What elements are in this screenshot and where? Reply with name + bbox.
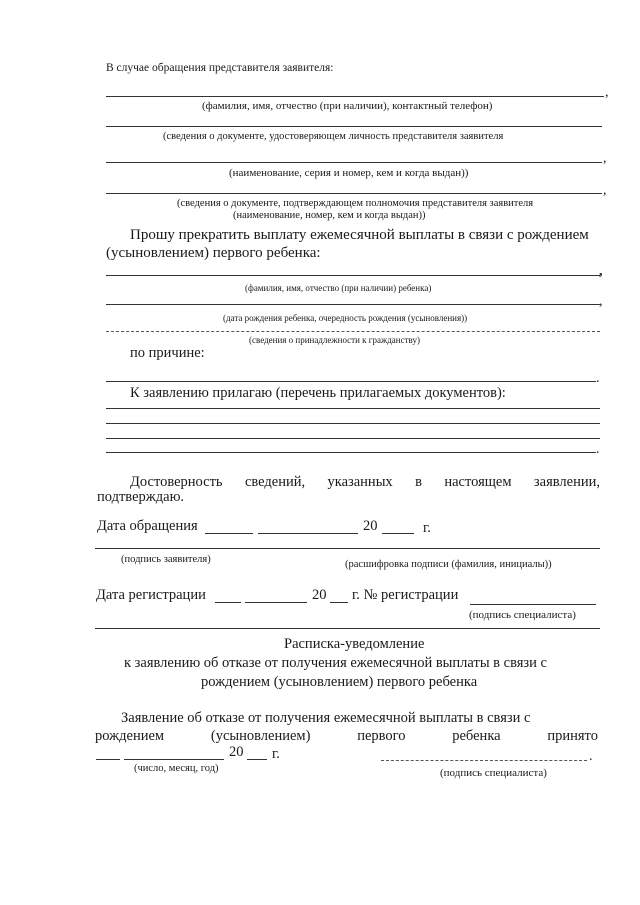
receipt-word: первого <box>357 728 406 744</box>
receipt-word: (усыновлением) <box>210 728 311 744</box>
registration-number-label: г. № регистрации <box>352 587 459 603</box>
caption-citizenship: (сведения о принадлежности к гражданству) <box>249 335 420 345</box>
period: . <box>589 749 593 764</box>
registration-year-prefix: 20 <box>312 587 327 603</box>
caption-child-name: (фамилия, имя, отчество (при наличии) ребенка) <box>245 283 432 293</box>
registration-year-blank[interactable] <box>330 602 348 603</box>
request-line-1: Прошу прекратить выплату ежемесячной выплаты в связи с рождением <box>130 227 589 243</box>
attachments-line-3[interactable] <box>106 438 600 439</box>
receipt-text-line-1: Заявление об отказе от получения ежемесячной выплаты в связи с <box>121 710 531 726</box>
confirmation-word: заявлении, <box>533 474 600 490</box>
application-year-prefix: 20 <box>363 518 378 534</box>
receipt-year-prefix: 20 <box>229 744 244 760</box>
caption-name-phone: (фамилия, имя, отчество (при наличии), контактный телефон) <box>202 100 493 112</box>
application-day-blank[interactable] <box>205 533 253 534</box>
caption-applicant-signature: (подпись заявителя) <box>121 554 211 565</box>
authority-doc-line[interactable] <box>106 193 602 194</box>
comma: , <box>605 85 609 100</box>
confirmation-line-2: подтверждаю. <box>97 489 185 505</box>
reason-line[interactable] <box>106 381 596 382</box>
receipt-year-suffix: г. <box>272 746 280 762</box>
caption-receipt-specialist-signature: (подпись специалиста) <box>440 767 547 779</box>
application-date-label: Дата обращения <box>97 518 198 534</box>
receipt-word: ребенка <box>452 728 501 744</box>
receipt-text-line-2 <box>95 729 598 744</box>
caption-signature-decoding: (расшифровка подписи (фамилия, инициалы)) <box>345 559 552 570</box>
receipt-word: рождением <box>95 728 165 744</box>
caption-authority-doc: (сведения о документе, подтверждающем полномочия представителя заявителя <box>177 198 534 209</box>
representative-name-line[interactable] <box>106 96 604 97</box>
confirmation-word: указанных <box>327 474 393 490</box>
signature-line[interactable] <box>95 548 600 549</box>
period: . <box>596 371 600 386</box>
confirmation-word: настоящем <box>444 474 512 490</box>
receipt-subtitle-1: к заявлению об отказе от получения ежемесячной выплаты в связи с <box>124 655 547 671</box>
confirmation-word: в <box>415 474 422 490</box>
receipt-year-blank[interactable] <box>247 759 267 760</box>
receipt-day-blank[interactable] <box>96 759 120 760</box>
child-name-line[interactable] <box>106 275 600 276</box>
caption-authority-doc-details: (наименование, номер, кем и когда выдан)) <box>233 210 426 221</box>
registration-date-label: Дата регистрации <box>96 587 206 603</box>
application-year-suffix: г. <box>423 520 431 536</box>
receipt-specialist-signature-line[interactable] <box>381 760 587 761</box>
separator-line <box>95 628 600 629</box>
reason-label: по причине: <box>130 345 205 361</box>
confirmation-line-1 <box>130 475 600 490</box>
confirmation-word: Достоверность <box>130 474 223 490</box>
attachments-line-2[interactable] <box>106 423 600 424</box>
receipt-title: Расписка-уведомление <box>284 636 425 652</box>
caption-specialist-signature: (подпись специалиста) <box>469 609 576 621</box>
identity-doc-line[interactable] <box>106 126 602 127</box>
attachments-line-1[interactable] <box>106 408 600 409</box>
comma: , <box>599 294 603 309</box>
comma: , <box>603 183 607 198</box>
registration-month-blank[interactable] <box>245 602 307 603</box>
attachments-label: К заявлению прилагаю (перечень прилагаемых документов): <box>130 385 506 401</box>
receipt-word: принято <box>547 728 598 744</box>
receipt-subtitle-2: рождением (усыновлением) первого ребенка <box>201 674 478 690</box>
attachments-line-4[interactable] <box>106 452 596 453</box>
caption-receipt-date: (число, месяц, год) <box>134 763 219 774</box>
citizenship-line[interactable] <box>106 331 600 332</box>
application-year-blank[interactable] <box>382 533 414 534</box>
comma: , <box>603 151 607 166</box>
child-birth-line[interactable] <box>106 304 600 305</box>
request-line-2: (усыновлением) первого ребенка: <box>106 245 321 261</box>
registration-day-blank[interactable] <box>215 602 241 603</box>
application-month-blank[interactable] <box>258 533 358 534</box>
receipt-month-blank[interactable] <box>124 759 224 760</box>
caption-identity-doc: (сведения о документе, удостоверяющем личность представителя заявителя <box>163 131 504 142</box>
caption-child-birth: (дата рождения ребенка, очередность рождения (усыновления)) <box>223 313 468 323</box>
comma: , <box>599 264 603 279</box>
period: . <box>596 442 600 457</box>
caption-identity-doc-details: (наименование, серия и номер, кем и когда выдан)) <box>229 167 469 179</box>
identity-doc-details-line[interactable] <box>106 162 602 163</box>
representative-heading: В случае обращения представителя заявителя: <box>106 62 334 74</box>
confirmation-word: сведений, <box>244 474 306 490</box>
registration-number-blank[interactable] <box>470 604 596 605</box>
